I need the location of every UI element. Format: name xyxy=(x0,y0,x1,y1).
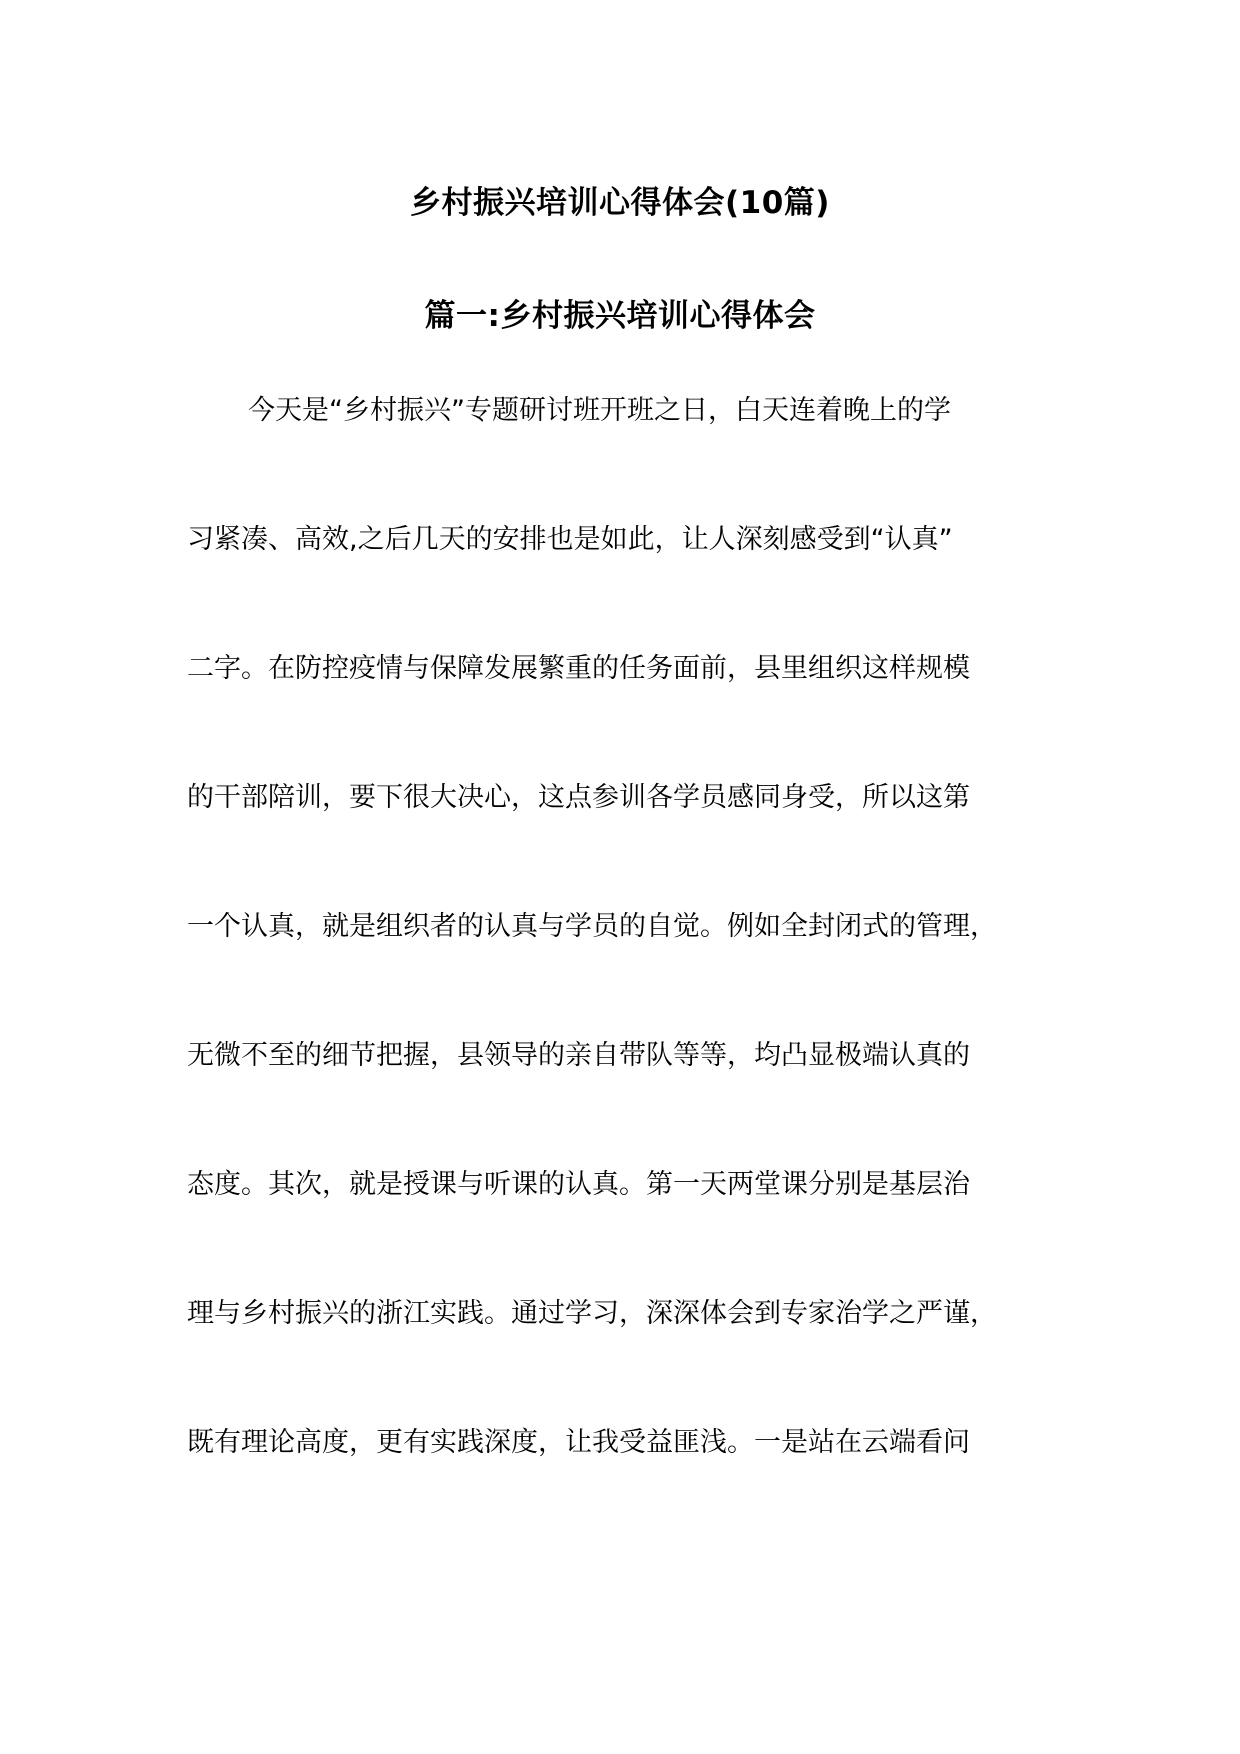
paragraph-line: 理与乡村振兴的浙江实践。通过学习，深深体会到专家治学之严谨， xyxy=(187,1298,997,1329)
paragraph-line: 习紧凑、高效,之后几天的安排也是如此，让人深刻感受到“认真” xyxy=(187,524,953,555)
paragraph-line: 今天是“乡村振兴”专题研讨班开班之日，白天连着晚上的学 xyxy=(248,395,951,426)
paragraph-line: 的干部陪训，要下很大决心，这点参训各学员感同身受，所以这第 xyxy=(187,782,970,813)
paragraph-line: 无微不至的细节把握，县领导的亲自带队等等，均凸显极端认真的 xyxy=(187,1040,970,1071)
section-heading: 篇一:乡村振兴培训心得体会 xyxy=(424,298,816,334)
paragraph-line: 态度。其次，就是授课与听课的认真。第一天两堂课分别是基层治 xyxy=(187,1169,970,1200)
document-title: 乡村振兴培训心得体会(10篇) xyxy=(410,185,830,221)
paragraph-line: 一个认真，就是组织者的认真与学员的自觉。例如全封闭式的管理， xyxy=(187,911,997,942)
paragraph-line: 二字。在防控疫情与保障发展繁重的任务面前，县里组织这样规模 xyxy=(187,653,970,684)
paragraph-line: 既有理论高度，更有实践深度，让我受益匪浅。一是站在云端看问 xyxy=(187,1427,970,1458)
